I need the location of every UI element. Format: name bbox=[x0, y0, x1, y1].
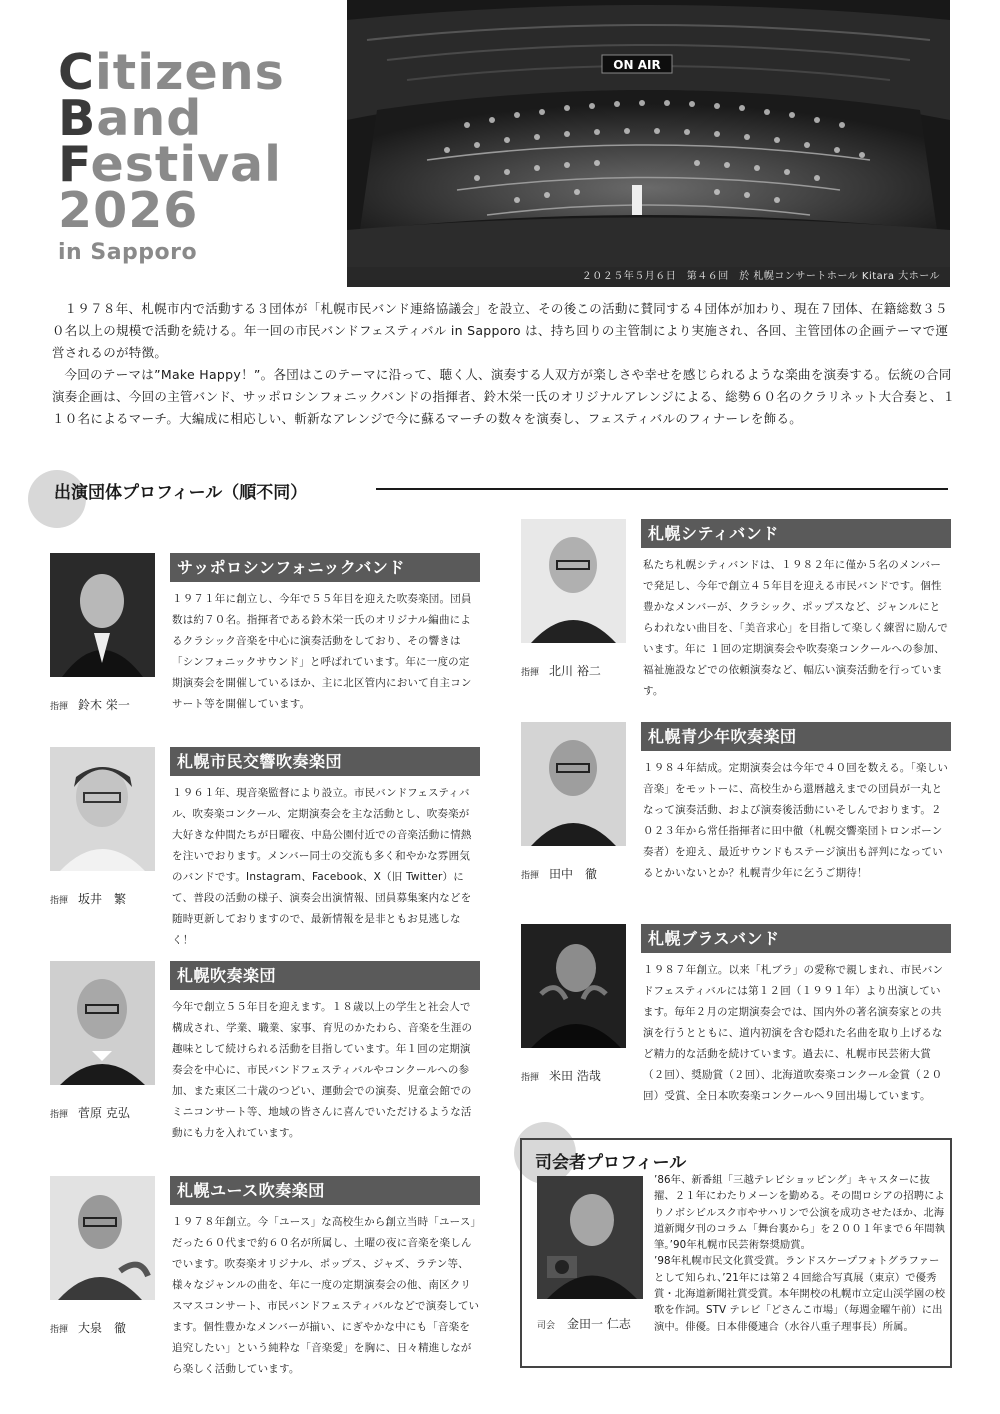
band-name: 札幌吹奏楽団 bbox=[170, 961, 480, 990]
conductor-photo bbox=[521, 722, 626, 846]
conductor-name: 大泉 徹 bbox=[78, 1321, 127, 1335]
band-description: １９６１年、現音楽監督により設立。市民バンドフェスティバル、吹奏楽コンクール、定期演奏会を主な活動とし、吹奏楽が大好きな仲間たちが日曜夜、中島公園付近での音楽活動に情熱を注いでおります。メンバー同士の交流も多く和やかな雰囲気のバンドです。Instagram、Facebook、X（旧 Twitter）にて、普段の活動の様子、演奏会出演情報、団員募集案内などを随時更新しておりますので、最新情報を是非ともお見逃しなく！ bbox=[172, 787, 472, 946]
conductor-credit: 指揮 坂井 繁 bbox=[50, 892, 127, 906]
concert-hall-illustration bbox=[347, 0, 950, 287]
band-profile-sapporo-seishonen bbox=[521, 722, 951, 912]
mc-description-paragraph-2: ’98年札幌市民文化賞受賞。ランドスケープフォトグラファーとして知られ、’21年には第２４回総合写真展（東京）で優秀賞・北海道新聞社賞受賞。本年開校の札幌市立定山渓学園の校歌を作詞。STV テレビ「どさんこ市場」（毎週金曜午前）に出演中。俳優。日本俳優連合（水谷八重子理事長）所属。 bbox=[654, 1255, 946, 1333]
band-name: 札幌市民交響吹奏楽団 bbox=[170, 747, 480, 776]
heading-rule bbox=[376, 488, 948, 490]
mc-photo bbox=[537, 1176, 643, 1299]
conductor-credit: 指揮 鈴木 栄一 bbox=[50, 698, 130, 712]
conductor-name: 米田 浩哉 bbox=[549, 1069, 601, 1083]
band-name: 札幌シティバンド bbox=[641, 519, 951, 548]
conductor-credit: 指揮 米田 浩哉 bbox=[521, 1069, 601, 1083]
band-profile-sapporo-wind bbox=[50, 961, 480, 1161]
title-line-band: Band bbox=[58, 90, 203, 147]
conductor-name: 田中 徹 bbox=[549, 867, 598, 881]
conductor-photo bbox=[50, 1176, 155, 1300]
band-name: 札幌青少年吹奏楽団 bbox=[641, 722, 951, 751]
band-description: 私たち札幌シティバンドは、１９８２年に僅か５名のメンバーで発足し、今年で創立４５年目を迎える市民バンドです。個性豊かなメンバーが、クラシック、ポップスなど、ジャンルにとらわれない曲目を、「美音求心」を目指して楽しく練習に励んでいます。年に １回の定期演奏会や吹奏楽コンクールへの参加、福祉施設などでの依頼演奏など、幅広い演奏活動を行っています。 bbox=[643, 559, 949, 697]
band-description: １９７１年に創立し、今年で５５年目を迎えた吹奏楽団。団員数は約７０名。指揮者である鈴木栄一氏のオリジナル編曲によるクラシック音楽を中心に演奏活動をしており、その響きは「シンフォニックサウンド」と呼ばれています。年に一度の定期演奏会を開催しているほか、主に北区管内において自主コンサート等を開催しています。 bbox=[172, 593, 472, 710]
photo-caption: ２０２５年５月６日 第４６回 於 札幌コンサートホール Kitara 大ホール bbox=[347, 267, 950, 287]
on-air-sign: ON AIR bbox=[613, 58, 661, 72]
conductor-name: 鈴木 栄一 bbox=[78, 698, 130, 712]
mc-name: 金田一 仁志 bbox=[567, 1317, 631, 1331]
intro-paragraph-1: １９７８年、札幌市内で活動する３団体が「札幌市民バンド連絡協議会」を設立、その後この活動に賛同する４団体が加わり、現在７団体、在籍総数３５０名以上の規模で活動を続ける。年一回の市民バンドフェスティバル in Sapporo は、持ち回りの主管制により実施され、各回、主管団体の企画テーマで運営されるのが特徴。 bbox=[52, 301, 949, 360]
conductor-photo bbox=[50, 961, 155, 1085]
band-profile-sapporo-citizens-symphonic bbox=[50, 747, 480, 947]
festival-title bbox=[58, 44, 348, 265]
band-description: １９８７年創立。以来「札ブラ」の愛称で親しまれ、市民バンドフェスティバルには第１２回（１９９１年）より出演しています。毎年２月の定期演奏会では、国内外の著名演奏家との共演を行うとともに、道内初演を含む隠れた名曲を取り上げるなど精力的な活動を続けています。過去に、札幌市民芸術大賞（２回）、奨励賞（２回）、北海道吹奏楽コンクール金賞（２０回）受賞、全日本吹奏楽コンクールへ９回出場しています。 bbox=[643, 964, 944, 1102]
section-heading bbox=[28, 458, 958, 528]
conductor-name: 菅原 克弘 bbox=[78, 1106, 130, 1120]
band-name: 札幌ブラスバンド bbox=[641, 924, 951, 953]
band-description: １９８４年結成。定期演奏会は今年で４０回を数える。「楽しい音楽」をモットーに、高校生から還暦越えまでの団員が一丸となって演奏活動、および演奏後活動にいそしんでおります。２０２３年から常任指揮者に田中徹（札幌交響楽団トロンボーン奏者）を迎え、最近サウンドもステージ演出も評判になっているとかいないとか？札幌青少年に乞うご期待！ bbox=[643, 762, 949, 879]
conductor-name: 北川 裕二 bbox=[549, 664, 601, 678]
intro-text bbox=[52, 298, 957, 430]
band-description: １９７８年創立。今「ユース」な高校生から創立当時「ユース」だった６０代まで約６０名が所属し、土曜の夜に音楽を楽しんでいます。吹奏楽オリジナル、ポップス、ジャズ、ラテン等、様々なジャンルの曲を、年に一度の定期演奏会の他、南区クリスマスコンサート、市民バンドフェスティバルなどで演奏しています。個性豊かなメンバーが揃い、にぎやかな中にも「音楽を追究したい」という純粋な「音楽愛」を胸に、日々精進しながら楽しく活動しています。 bbox=[172, 1216, 480, 1375]
conductor-credit: 指揮 田中 徹 bbox=[521, 867, 598, 881]
conductor-credit: 指揮 北川 裕二 bbox=[521, 664, 601, 678]
band-profile-sapporo-symphonic bbox=[50, 553, 480, 733]
conductor-photo bbox=[521, 924, 626, 1048]
conductor-name: 坂井 繁 bbox=[78, 892, 127, 906]
band-description: 今年で創立５５年目を迎えます。１８歳以上の学生と社会人で構成され、学業、職業、家事、育児のかたわら、音楽を生涯の趣味として続けられる活動を目指しています。年１回の定期演奏会を中心に、市民バンドフェスティバルやコンクールへの参加、また東区二十歳のつどい、運動会での演奏、児童会館でのミニコンサート等、地域の皆さんに喜んでいただけるような活動にも力を入れています。 bbox=[172, 1001, 473, 1139]
conductor-photo bbox=[521, 519, 626, 643]
conductor-photo bbox=[50, 747, 155, 871]
band-profile-sapporo-brass bbox=[521, 924, 951, 1124]
concert-hall-photo bbox=[347, 0, 950, 287]
conductor-credit: 指揮 菅原 克弘 bbox=[50, 1106, 130, 1120]
conductor-photo bbox=[50, 553, 155, 677]
title-line-festival: Festival bbox=[58, 136, 282, 193]
conductor-credit: 指揮 大泉 徹 bbox=[50, 1321, 127, 1335]
mc-credit: 司会 金田一 仁志 bbox=[537, 1317, 631, 1331]
mc-description-paragraph-1: ’86年、新番組「三越テレビショッピング」キャスターに抜擢、２１年にわたりメーンを勤める。その間ロシアの招聘によりノボシビルスク市やサハリンで公演を成功させたほか、北海道新聞夕刊のコラム「舞台裏から」を２００１年まで６年間執筆。’90年札幌市民芸術祭奨励賞。 bbox=[654, 1174, 946, 1252]
band-name: サッポロシンフォニックバンド bbox=[170, 553, 480, 582]
band-profile-sapporo-city bbox=[521, 519, 951, 699]
intro-paragraph-2: 今回のテーマは”Make Happy！”。各団はこのテーマに沿って、聴く人、演奏する人双方が楽しさや幸せを感じられるような楽曲を演奏する。伝統の合同演奏企画は、今回の主管バンド、サッポロシンフォニックバンドの指揮者、鈴木栄一氏のオリジナルアレンジによる、総勢６０名のクラリネット大合奏と、１１０名によるマーチ。大編成に相応しい、斬新なアレンジで今に蘇るマーチの数々を演奏し、フェスティバルのフィナーレを飾る。 bbox=[52, 367, 956, 426]
mc-section-title: 司会者プロフィール bbox=[535, 1153, 687, 1173]
title-year: 2026 bbox=[58, 182, 199, 239]
conductor-figure bbox=[632, 185, 642, 215]
section-title: 出演団体プロフィール（順不同） bbox=[54, 483, 308, 503]
mc-description bbox=[654, 1172, 946, 1335]
band-name: 札幌ユース吹奏楽団 bbox=[170, 1176, 480, 1205]
title-subtitle: in Sapporo bbox=[58, 240, 198, 265]
band-profile-sapporo-youth bbox=[50, 1176, 480, 1376]
title-line-citizens: Citizens bbox=[58, 44, 285, 101]
